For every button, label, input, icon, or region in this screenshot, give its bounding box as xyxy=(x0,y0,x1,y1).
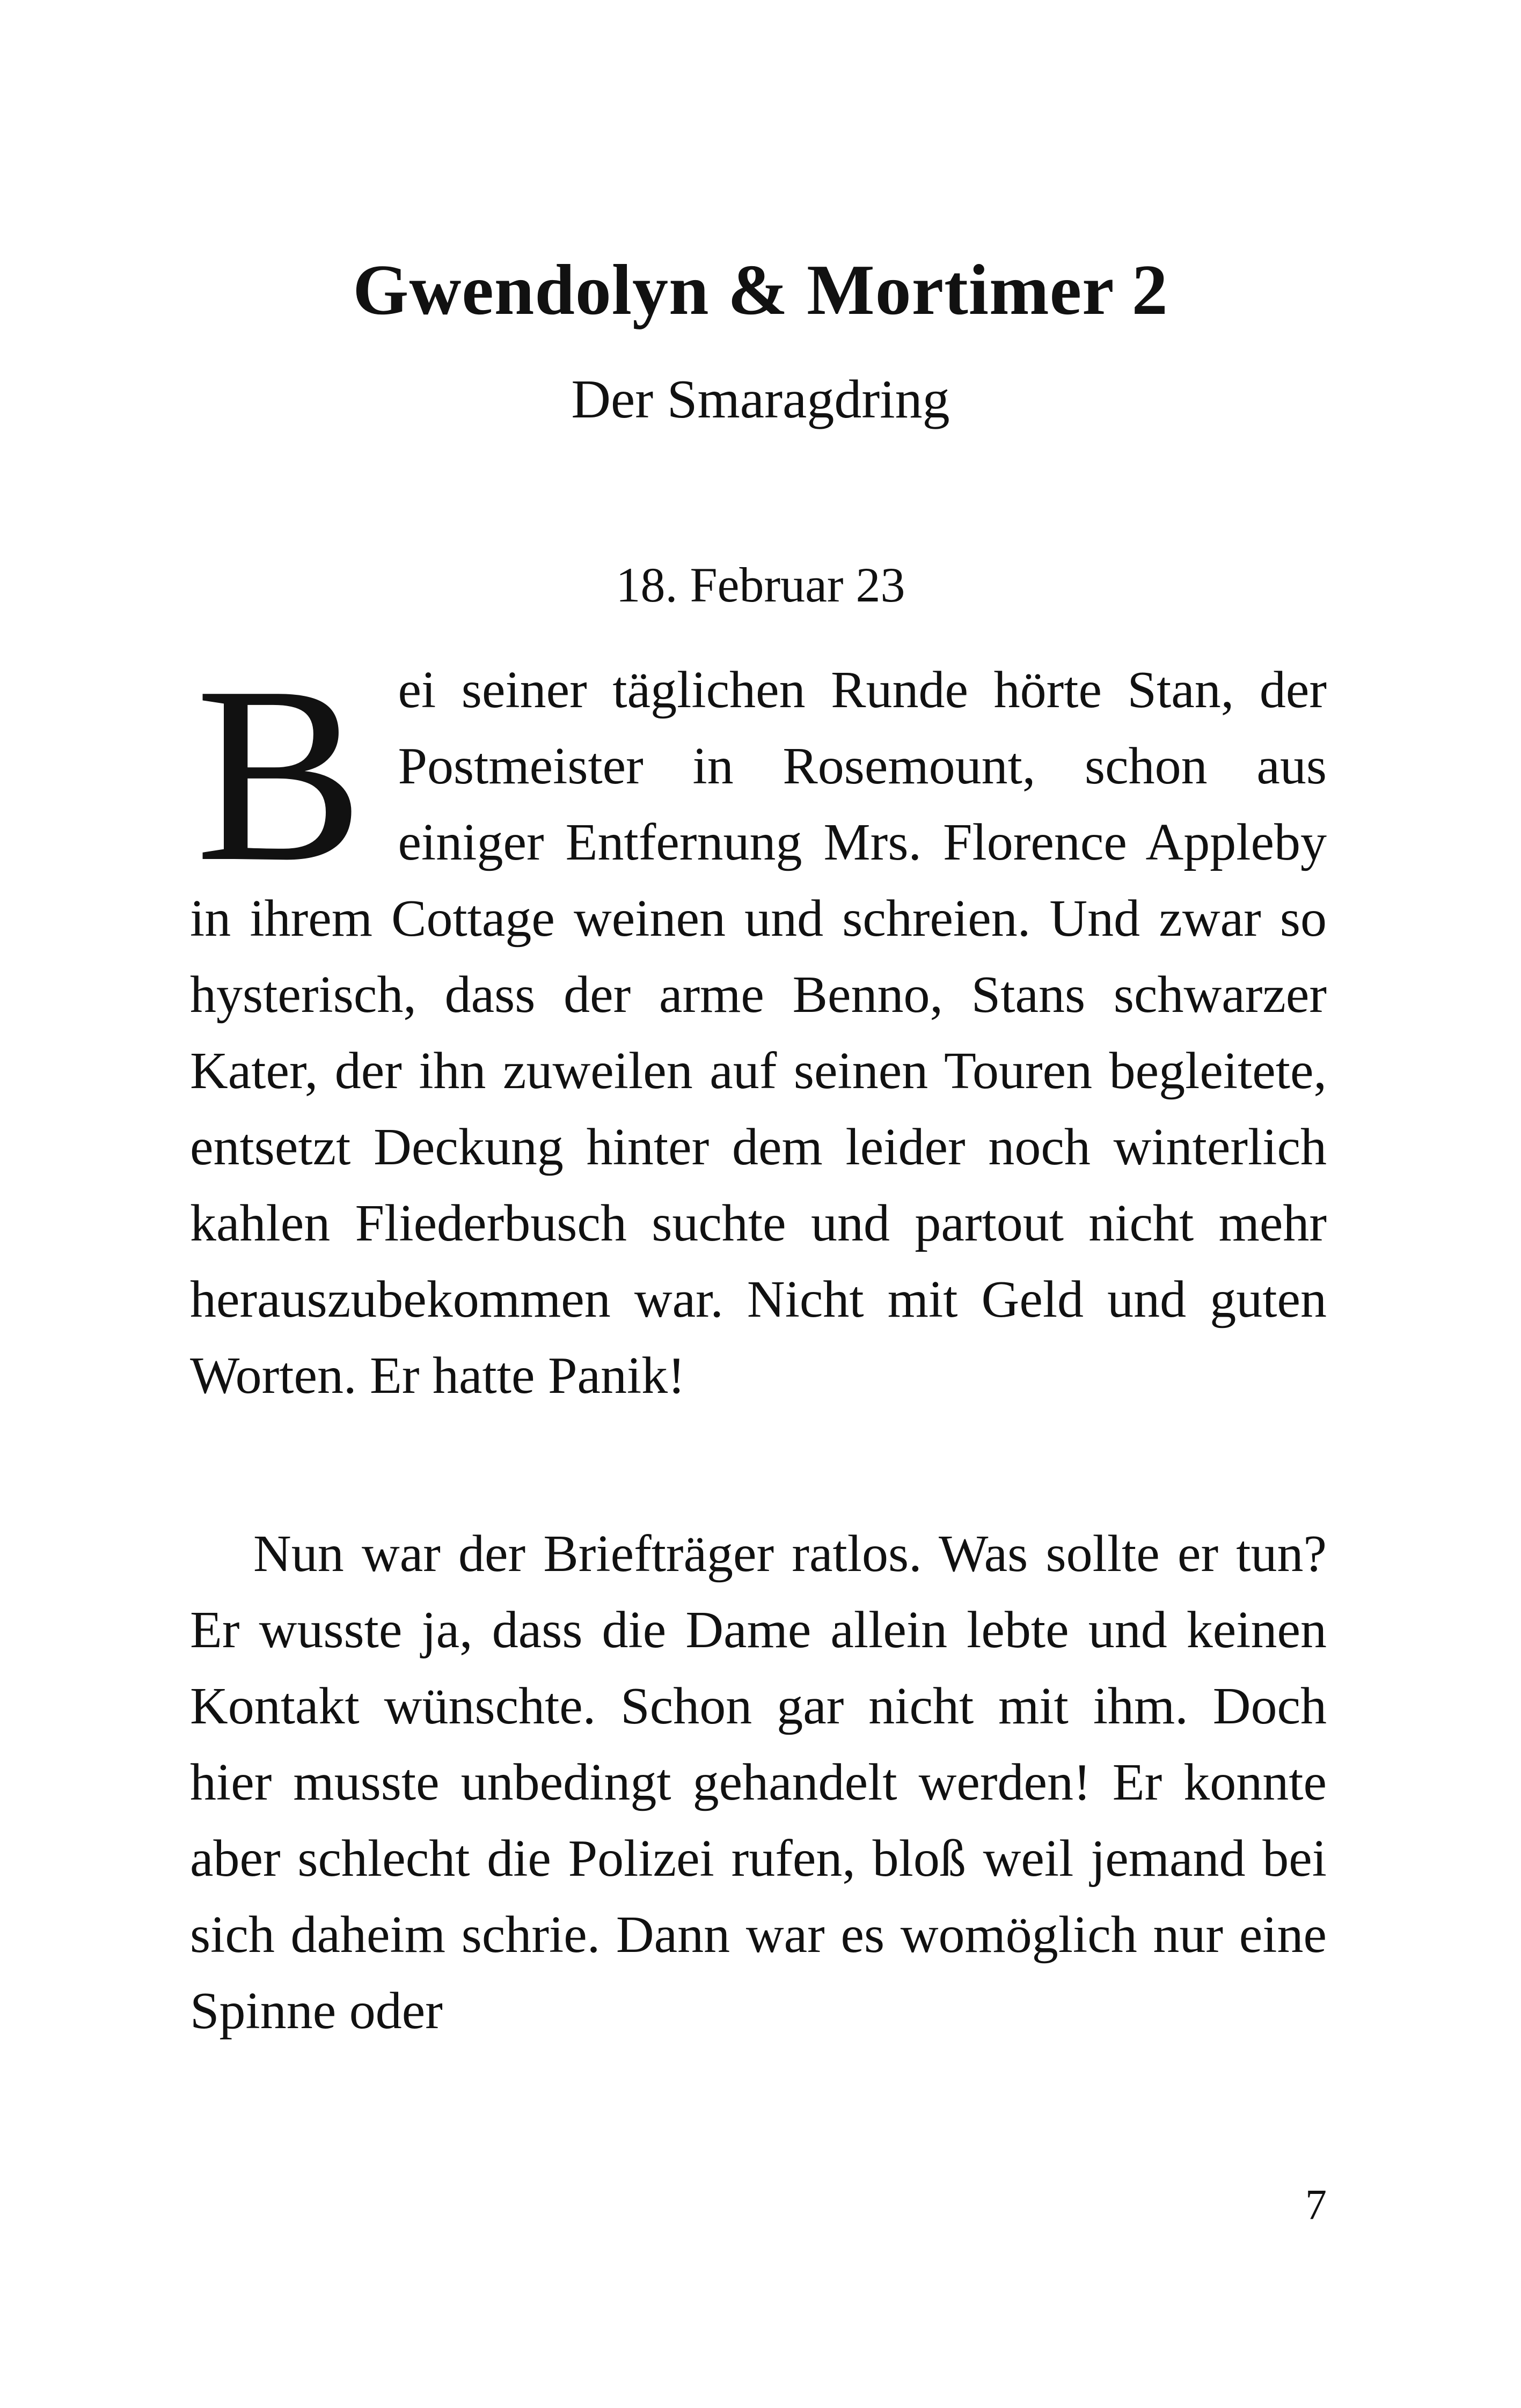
paragraph-1-text: ei seiner täglichen Runde hörte Stan, der Postmeister in Rosemount, schon aus einiger Entfernung Mrs. Florence Appleby in ihrem Cottage weinen und schreien. Und zwar so hysterisch, dass der arme Benno, Stans schwarzer Kater, der ihn zuweilen auf seinen Touren begleitete, entsetzt Deckung hinter dem leider noch winterlich kahlen Fliederbusch suchte und partout nicht mehr herauszubekommen war. Nicht mit Geld und guten Worten. Er hatte Panik! xyxy=(190,661,1327,1405)
book-subtitle: Der Smaragdring xyxy=(571,369,950,430)
drop-cap: B xyxy=(195,634,364,914)
paragraph-2: Nun war der Briefträger ratlos. Was sollte er tun? Er wusste ja, dass die Dame allein lebte und keinen Kontakt wünschte. Schon gar nicht mit ihm. Doch hier musste unbedingt gehandelt werden! Er konnte aber schlecht die Polizei rufen, bloß weil jemand bei sich daheim schrie. Dann war es womöglich nur eine Spinne oder xyxy=(190,1525,1327,2040)
paragraph-1 xyxy=(190,634,1327,1414)
book-title: Gwendolyn & Mortimer 2 xyxy=(353,250,1168,329)
page-number: 7 xyxy=(1305,2182,1327,2229)
chapter-date: 18. Februar 23 xyxy=(616,557,905,612)
